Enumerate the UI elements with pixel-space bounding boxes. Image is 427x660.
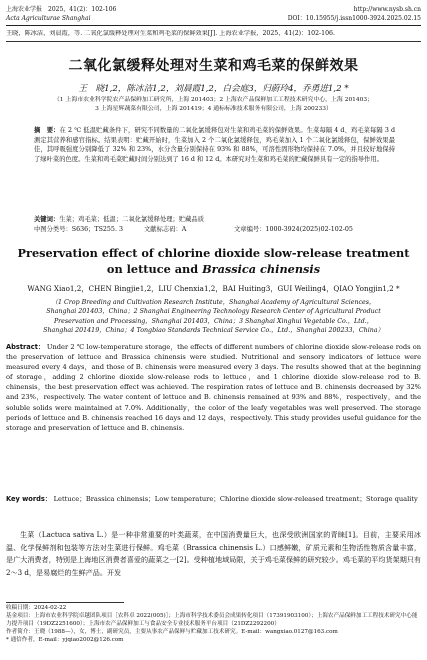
corresponding-author: * 通信作者，E-mail：yjqiao2002@126.com	[6, 636, 124, 643]
funding: 基金项目：上海市农业科学院卓越团队项目［农科卓 2022(005)］；上海市科学技术委员会成果转化项目（17391903100）；上海农产品保鲜加工工程技术研究中心能力提升项目（19DZ2251600）；上海市农产品保鲜加工与食品安全专业技术服务平台项目（21DZ2292200）	[6, 612, 418, 627]
english-title-species: Brassica chinensis	[202, 262, 321, 276]
header-rule	[6, 25, 421, 26]
header-right	[288, 5, 421, 23]
journal-name-en: Acta Agriculturae Shanghai	[6, 15, 91, 22]
footnote-rule	[6, 602, 124, 603]
journal-url[interactable]: http://www.nysb.sh.cn	[353, 6, 421, 13]
classification-line	[34, 225, 395, 234]
journal-issue: 上海农业学报 2025，41(2)：102-106	[6, 6, 117, 13]
english-keywords	[6, 494, 421, 504]
chinese-keywords	[34, 215, 395, 224]
english-title-line-1: Preservation effect of chlorine dioxide slow-release treatment	[17, 246, 410, 260]
article-number: 文章编号：1000-3924(2025)02-102-05	[234, 226, 353, 233]
author-bio: 作者简介：王晓（1988—），女，博士，副研究员，主要从事农产品保鲜与贮藏加工技术研究。E-mail：wangxiao.0127@163.com	[6, 628, 338, 635]
english-affiliations: （1 Crop Breeding and Cultivation Research Institute，Shanghai Academy of Agricultural Sciences，Shanghai 201403，China；2 Shanghai Engineering Technology Research Center of Agricultural Product Preservation and Processing，Shanghai 201403，China；3 Shanghai Xinghui Vegetable Co.，Ltd.，Shanghai 201419，China；4 Tongbiao Standards Technical Service Co.，Ltd.，Shanghai 200233，China）	[43, 299, 384, 334]
chinese-title: 二氧化氯缓释处理对生菜和鸡毛菜的保鲜效果	[68, 58, 359, 74]
header-left	[6, 5, 116, 23]
keywords-label: 关键词：	[34, 216, 60, 223]
english-abstract-label: Abstract：	[6, 343, 45, 351]
keywords-text: 生菜；鸡毛菜；低温；二氧化氯缓释处理；贮藏品质	[59, 216, 205, 223]
english-title	[0, 245, 427, 277]
english-keywords-label: Key words：	[6, 495, 52, 503]
citation-line: 王晓，陈冰洁，刘晨霞，等. 二氧化氯缓释处理对生菜和鸡毛菜的保鲜效果[J]. 上海农业学报，2025，41(2)：102-106.	[6, 30, 335, 37]
english-abstract	[6, 342, 421, 433]
english-keywords-text: Lettuce；Brassica chinensis；Low temperature；Chlorine dioxide slow-released treatment；Storage quality	[53, 495, 418, 503]
doi[interactable]: DOI：10.15955/j.issn1000-3924.2025.02.15	[287, 15, 421, 22]
english-abstract-text: Under 2 ℃ low-temperature storage，the effects of different numbers of chlorine dioxide slow-release rods on the preservation of lettuce and Brassica chinensis were studied. Nutritional and sensory indicators of lettuce were measured every 4 days，and those of B. chinensis were measured every 3 days. The results showed that at the beginning of storage，adding 2 chlorine dioxide slow-release rods to lettuce，and 1 chlorine dioxide slow-release rod to B. chinensis，the best preservation effect was achieved. The respiration rates of lettuce and B. chinensis decreased by 32% and 23%，respectively. The water content of lettuce and B. chinensis remained at 93% and 88%，respectively，and the soluble solids were maintained at 7.0%. Additionally，the color of the leafy vegetables was well preserved. The storage periods of lettuce and B. chinensis reached 16 days and 12 days，respectively. This study provides useful guidance for the storage and preservation of lettuce and B. chinensis.	[6, 343, 421, 432]
english-title-line-2	[0, 261, 427, 277]
chinese-authors: 王 晓1,2，陈冰洁1,2，刘晨霞1,2，白会庭3，归蔚玲4，乔勇进1,2 *	[78, 84, 349, 94]
abstract-label: 摘 要：	[34, 127, 60, 134]
abstract-text: 在 2 ℃ 低温贮藏条件下，研究不同数量的二氧化氯缓释包对生菜和鸡毛菜的保鲜效果。生菜每隔 4 d、鸡毛菜每隔 3 d 测定其营养和感官指标。结果表明：贮藏开始时，生菜加入 2 个二氧化氯缓释包，鸡毛菜加入 1 个二氧化氯缓释包，保鲜效果最佳，其呼吸强度分别降低了 32% 和 23%，水分含量分别保持在 93% 和 88%，可溶性固形物均保持在 7.0%，并且较好地保持了绿叶菜的色度。生菜和鸡毛菜贮藏时间分别达到了 16 d 和 12 d。本研究对生菜和鸡毛菜的贮藏保鲜具有一定的指导作用。	[34, 127, 395, 164]
chinese-abstract	[34, 126, 395, 165]
body-introduction: 生菜（Lactuca sativa L.）是一种非常重要的叶类蔬菜，在中国消费量巨大，也深受欧洲国家的青睐[1]。目前，主要采用冰温、化学保鲜剂和包装等方法对生菜进行保鲜。鸡毛菜（Brassica chinensis L.）口感鲜嫩，矿质元素和生物活性物质含量丰富，是广大消费者，特别是上海地区消费者喜爱的蔬菜之一[2]。受种植地域局限，关于鸡毛菜保鲜的研究较少。鸡毛菜的平均货架期只有 2～3 d，是易腐烂的生鲜产品。开发	[6, 530, 421, 577]
citation-rule	[6, 41, 421, 42]
document-code: 文献标志码：A	[144, 226, 187, 233]
footnotes	[6, 605, 421, 645]
clc-number: 中图分类号：S636；TS255. 3	[34, 226, 123, 233]
chinese-affiliations	[40, 96, 387, 114]
received-date: 收稿日期：2024-02-22	[6, 605, 67, 611]
english-authors: WANG Xiao1,2，CHEN Bingjie1,2，LIU Chenxia1,2，BAI Huiting3，GUI Weiling4，QIAO Yongjin1,2 *	[27, 284, 400, 293]
affiliation-line: （1 上海市农业科学院农产品保鲜加工研究所，上海 201403；2 上海农产品保鲜加工工程技术研究中心，上海 201403；	[53, 97, 374, 103]
english-title-part: on lettuce and	[106, 262, 203, 276]
affiliation-line: 3 上海星辉蔬菜有限公司，上海 201419；4 通标标准技术服务有限公司，上海 200233）	[95, 106, 332, 112]
